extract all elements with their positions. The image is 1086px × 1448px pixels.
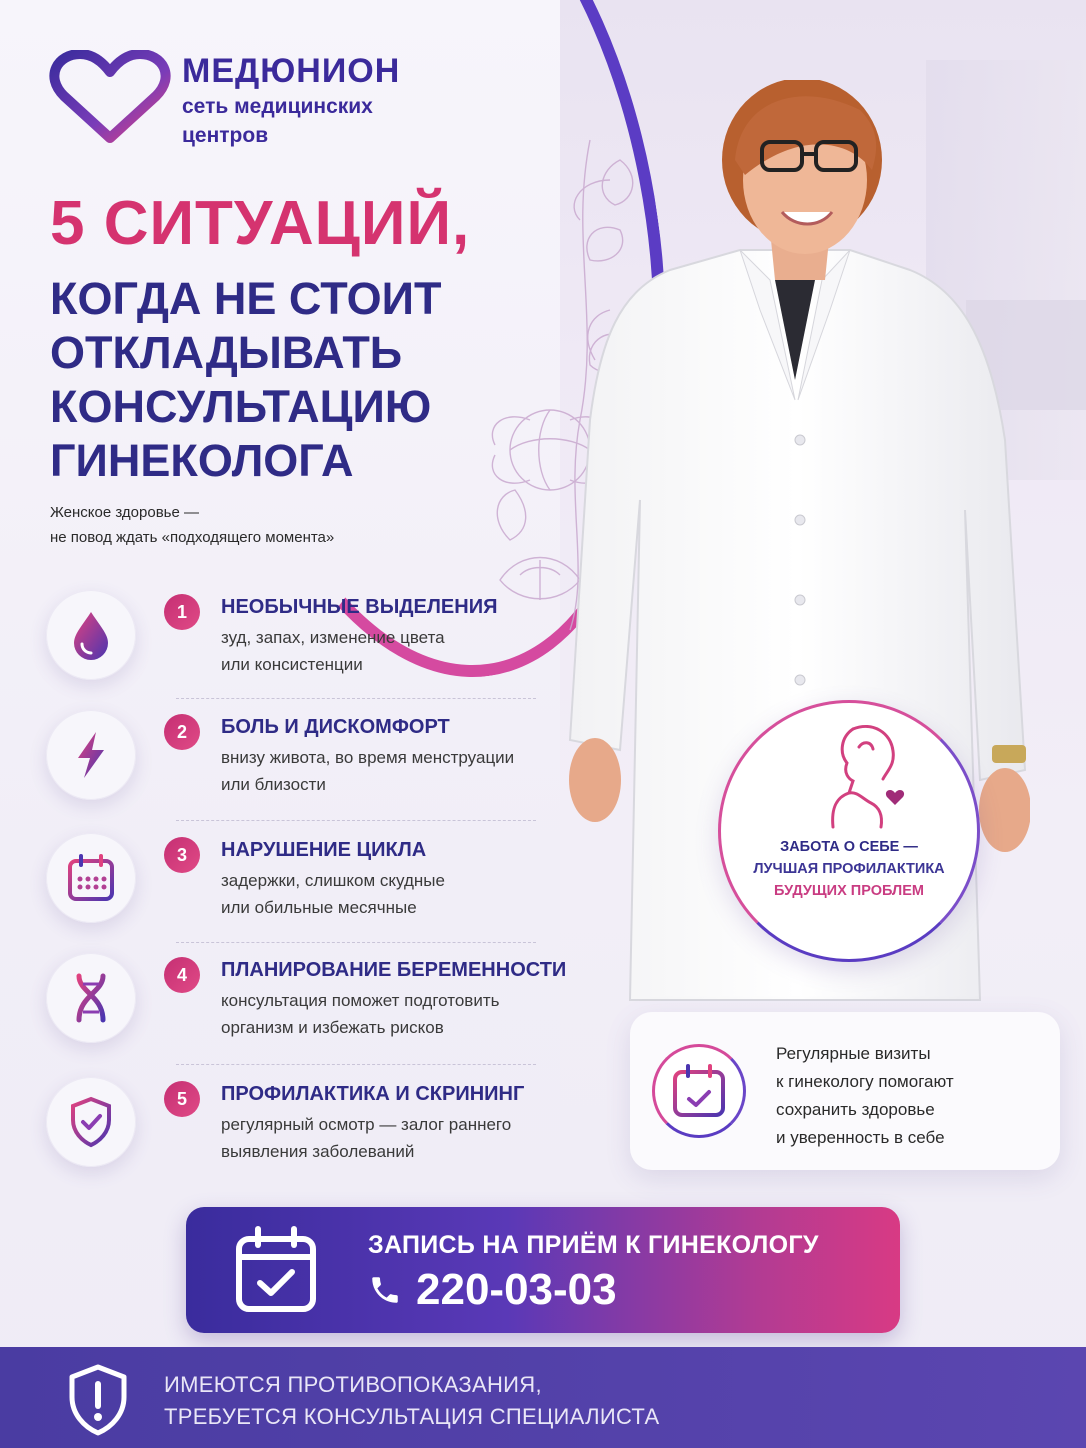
- disclaimer-text: [164, 1369, 659, 1433]
- item-title: НЕОБЫЧНЫЕ ВЫДЕЛЕНИЯ: [221, 596, 498, 618]
- dna-icon: [46, 953, 136, 1043]
- item-title: БОЛЬ И ДИСКОМФОРТ: [221, 716, 450, 738]
- calendar-check-icon: [652, 1044, 746, 1138]
- lead-line-1: Женское здоровье —: [50, 504, 199, 521]
- item-desc: [221, 867, 581, 921]
- badge-line-3: БУДУЩИХ ПРОБЛЕМ: [774, 883, 924, 899]
- phone-icon: [368, 1273, 402, 1307]
- headline-line-3: ОТКЛАДЫВАТЬ: [50, 327, 403, 378]
- divider: [176, 1064, 536, 1065]
- item-desc-line: или близости: [221, 775, 326, 794]
- lightning-icon: [46, 710, 136, 800]
- item-title: НАРУШЕНИЕ ЦИКЛА: [221, 839, 427, 861]
- item-desc-line: или консистенции: [221, 655, 363, 674]
- situation-item-4: [44, 953, 567, 1065]
- item-desc: [221, 1111, 581, 1165]
- item-desc-line: консультация поможет подготовить: [221, 991, 500, 1010]
- situation-item-5: [44, 1077, 544, 1189]
- situation-item-2: [44, 710, 544, 822]
- brand-tagline-2: центров: [182, 124, 269, 147]
- item-desc: [221, 987, 581, 1041]
- item-desc: [221, 744, 581, 798]
- item-title: ПЛАНИРОВАНИЕ БЕРЕМЕННОСТИ: [221, 959, 567, 981]
- lead-line-2: не повод ждать «подходящего момента»: [50, 529, 335, 546]
- headline-main: [50, 272, 442, 488]
- headline-line-5: ГИНЕКОЛОГА: [50, 435, 354, 486]
- shield-warning-icon: [66, 1364, 130, 1436]
- item-desc-line: выявления заболеваний: [221, 1142, 415, 1161]
- calendar-icon: [46, 833, 136, 923]
- brand-name: МЕДЮНИОН: [182, 52, 401, 90]
- headline-line-4: КОНСУЛЬТАЦИЮ: [50, 381, 432, 432]
- disclaimer-line-2: ТРЕБУЕТСЯ КОНСУЛЬТАЦИЯ СПЕЦИАЛИСТА: [164, 1404, 660, 1429]
- item-title: ПРОФИЛАКТИКА И СКРИНИНГ: [221, 1083, 525, 1105]
- self-care-badge: [718, 700, 980, 962]
- appointment-title: ЗАПИСЬ НА ПРИЁМ К ГИНЕКОЛОГУ: [368, 1231, 819, 1259]
- item-desc: [221, 624, 581, 678]
- item-desc-line: внизу живота, во время менструации: [221, 748, 515, 767]
- item-number: 2: [164, 714, 200, 750]
- card-line: и уверенность в себе: [776, 1128, 945, 1147]
- headline-accent: 5 СИТУАЦИЙ,: [50, 189, 471, 258]
- drop-icon: [46, 590, 136, 680]
- shield-check-icon: [46, 1077, 136, 1167]
- disclaimer-footer: [0, 1347, 1086, 1448]
- info-card: [630, 1012, 1060, 1170]
- lead-text: [50, 500, 334, 550]
- woman-silhouette-icon: [813, 719, 913, 829]
- card-line: Регулярные визиты: [776, 1044, 931, 1063]
- card-line: сохранить здоровье: [776, 1100, 935, 1119]
- item-desc-line: зуд, запах, изменение цвета: [221, 628, 445, 647]
- info-card-text: [776, 1040, 954, 1152]
- item-desc-line: задержки, слишком скудные: [221, 871, 445, 890]
- item-number: 3: [164, 837, 200, 873]
- headline-line-2: КОГДА НЕ СТОИТ: [50, 273, 442, 324]
- heart-logo-icon: [48, 50, 172, 146]
- phone-number-text: 220-03-03: [416, 1265, 617, 1314]
- item-number: 4: [164, 957, 200, 993]
- situation-item-1: [44, 590, 544, 702]
- badge-text: [721, 836, 977, 902]
- phone-number[interactable]: [368, 1265, 617, 1315]
- brand-block: [182, 52, 400, 149]
- badge-line-2: ЛУЧШАЯ ПРОФИЛАКТИКА: [753, 861, 945, 877]
- item-desc-line: регулярный осмотр — залог раннего: [221, 1115, 512, 1134]
- divider: [176, 820, 536, 821]
- divider: [176, 698, 536, 699]
- appointment-button[interactable]: [186, 1207, 900, 1333]
- item-number: 5: [164, 1081, 200, 1117]
- badge-line-1: ЗАБОТА О СЕБЕ —: [780, 839, 918, 855]
- calendar-check-icon: [234, 1225, 318, 1315]
- disclaimer-line-1: ИМЕЮТСЯ ПРОТИВОПОКАЗАНИЯ,: [164, 1372, 542, 1397]
- brand-tagline-1: сеть медицинских: [182, 95, 373, 118]
- situation-item-3: [44, 833, 544, 945]
- divider: [176, 942, 536, 943]
- item-desc-line: организм и избежать рисков: [221, 1018, 444, 1037]
- item-number: 1: [164, 594, 200, 630]
- card-line: к гинекологу помогают: [776, 1072, 954, 1091]
- item-desc-line: или обильные месячные: [221, 898, 417, 917]
